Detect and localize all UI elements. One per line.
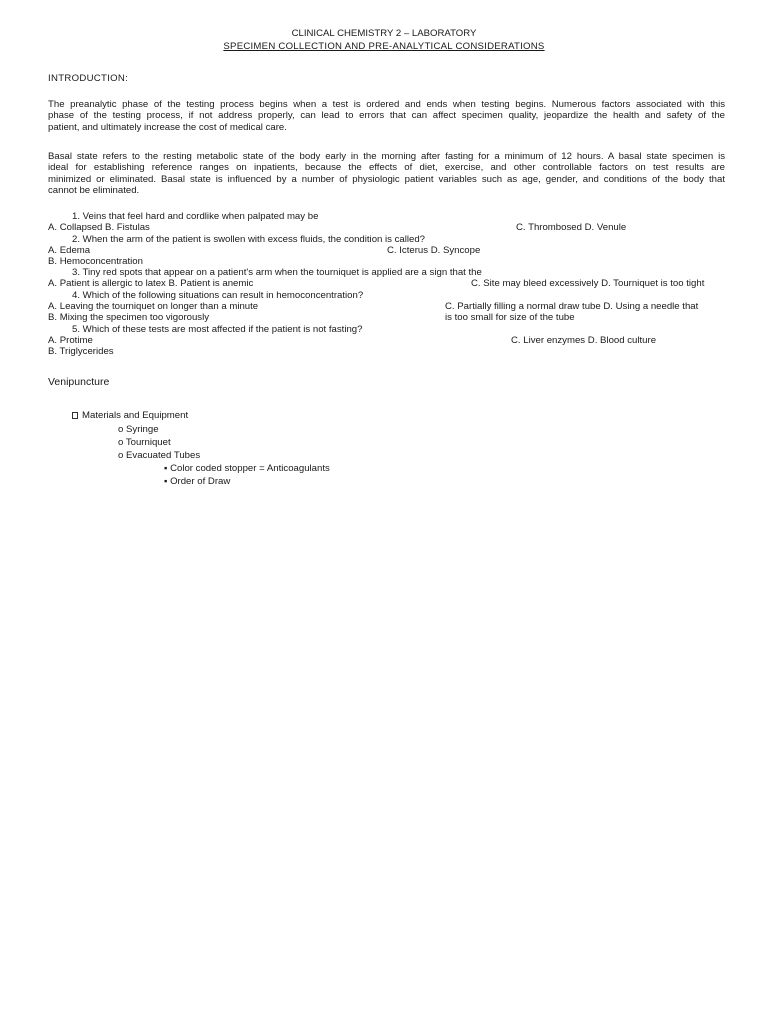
- paragraph-line: Basal state refers to the resting metabolic state of the body early in the morning after fasting for a minimum of 12 hours. A basal state specimen is: [48, 151, 725, 162]
- materials-heading-row: [72, 410, 188, 422]
- question-3-options-left: A. Patient is allergic to latex B. Patient is anemic: [48, 278, 254, 289]
- introduction-heading: INTRODUCTION:: [48, 73, 129, 84]
- question-4-options-right: C. Partially filling a normal draw tube D. Using a needle that: [445, 301, 699, 312]
- list-item: o Evacuated Tubes: [118, 450, 201, 461]
- introduction-paragraph-1: [48, 99, 725, 133]
- paragraph-line: The preanalytic phase of the testing process begins when a test is ordered and ends when testing begins. Numerous factors associated with this: [48, 99, 725, 110]
- question-2-stem: 2. When the arm of the patient is swollen with excess fluids, the condition is called?: [72, 234, 426, 245]
- paragraph-line: patient, and ultimately increase the cost of medical care.: [48, 121, 287, 133]
- sub-list-item: ▪ Color coded stopper = Anticoagulants: [164, 463, 330, 474]
- question-4-options-right-continued: is too small for size of the tube: [445, 312, 575, 323]
- paragraph-line: cannot be eliminated.: [48, 185, 140, 197]
- question-4-stem: 4. Which of the following situations can result in hemoconcentration?: [72, 290, 364, 301]
- question-3-stem: 3. Tiny red spots that appear on a patient's arm when the tourniquet is applied are a sign that the: [72, 267, 482, 278]
- list-item: o Tourniquet: [118, 437, 171, 448]
- question-5-option-a: A. Protime: [48, 335, 93, 346]
- paragraph-line: ideal for establishing reference ranges on inpatients, because the effects of diet, exercise, and other controllable factors on test results are: [48, 162, 725, 174]
- question-2-option-a: A. Edema: [48, 245, 91, 256]
- question-4-option-b: B. Mixing the specimen too vigorously: [48, 312, 210, 323]
- question-2-options-right: C. Icterus D. Syncope: [387, 245, 481, 256]
- question-1-options-left: A. Collapsed B. Fistulas: [48, 222, 150, 233]
- materials-heading: Materials and Equipment: [82, 410, 189, 421]
- introduction-paragraph-2: [48, 151, 725, 197]
- question-5-options-right: C. Liver enzymes D. Blood culture: [511, 335, 657, 346]
- checkbox-bullet-icon: [72, 412, 78, 419]
- question-3-options-right: C. Site may bleed excessively D. Tourniquet is too tight: [471, 278, 705, 289]
- question-1-options-right: C. Thrombosed D. Venule: [516, 222, 627, 233]
- paragraph-line: minimized or eliminated. Basal state is influenced by a number of physiologic patient variables such as age, gender, and conditions of the body that: [48, 173, 725, 185]
- question-5-stem: 5. Which of these tests are most affected if the patient is not fasting?: [72, 324, 363, 335]
- question-5-option-b: B. Triglycerides: [48, 346, 114, 357]
- sub-list-item: ▪ Order of Draw: [164, 476, 231, 487]
- list-item: o Syringe: [118, 424, 159, 435]
- venipuncture-heading: Venipuncture: [48, 376, 110, 388]
- question-2-option-b: B. Hemoconcentration: [48, 256, 143, 267]
- question-1-stem: 1. Veins that feel hard and cordlike when palpated may be: [72, 211, 319, 222]
- paragraph-line: phase of the testing process, if not address properly, can lead to errors that can affect specimen quality, jeopardize the health and safety of the: [48, 110, 725, 122]
- document-title: CLINICAL CHEMISTRY 2 – LABORATORY: [291, 28, 477, 39]
- question-4-option-a: A. Leaving the tourniquet on longer than a minute: [48, 301, 259, 312]
- document-subtitle: SPECIMEN COLLECTION AND PRE-ANALYTICAL CONSIDERATIONS: [223, 41, 545, 52]
